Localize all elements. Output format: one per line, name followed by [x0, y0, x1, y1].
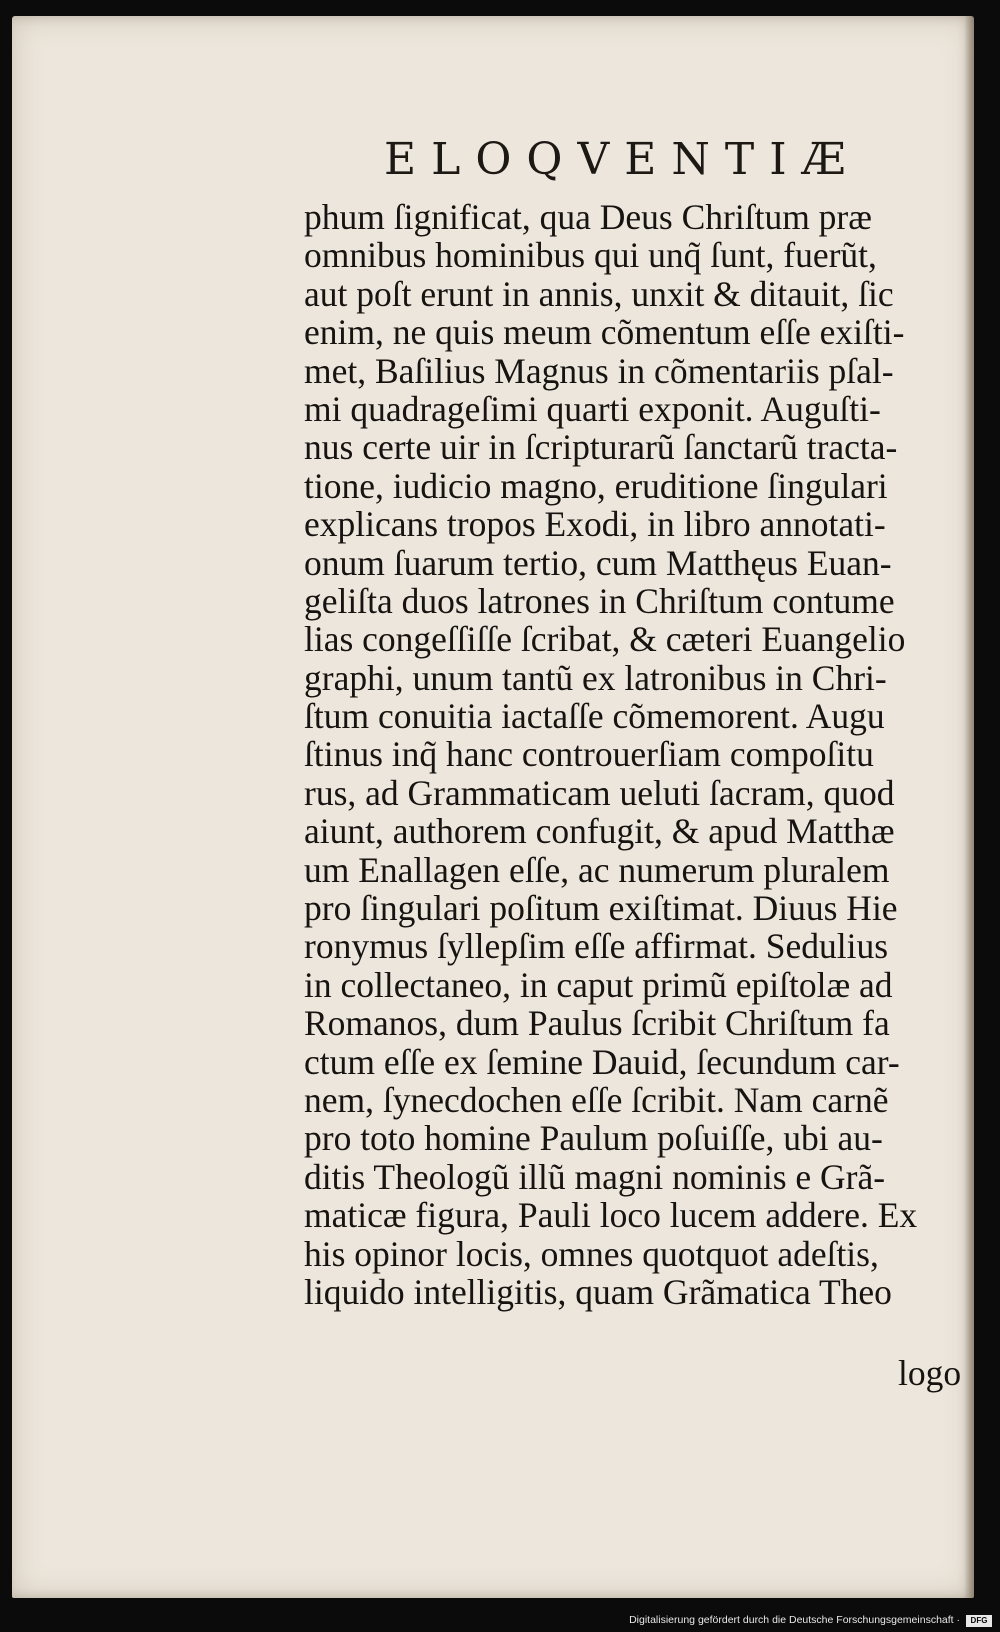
text-line: ronymus ſyllepſim eſſe affirmat. Sedulius	[304, 926, 889, 967]
text-line: ctum eſſe ex ſemine Dauid, ſecundum car-	[304, 1041, 900, 1082]
text-line: explicans tropos Exodi, in libro annotati-	[304, 504, 886, 545]
text-line: pro toto homine Paulum poſuiſſe, ubi au-	[304, 1118, 883, 1159]
running-header: ELOQVENTIÆ	[384, 134, 861, 185]
text-line: lias congeſſiſſe ſcribat, & cæteri Euangelio	[304, 619, 906, 660]
text-line: aiunt, authorem confugit, & apud Matthæ	[304, 811, 895, 852]
text-line: nem, ſynecdochen eſſe ſcribit. Nam carnẽ	[304, 1079, 889, 1120]
text-line: his opinor locis, omnes quotquot adeſtis,	[304, 1233, 879, 1274]
text-line: graphi, unum tantũ ex latronibus in Chri-	[304, 657, 887, 698]
text-line: liquido intelligitis, quam Grãmatica Theo	[304, 1271, 892, 1312]
text-line: omnibus hominibus qui unq̃ ſunt, fuerũt,	[304, 235, 877, 276]
text-line: aut poſt erunt in annis, unxit & ditauit, ſic	[304, 273, 894, 314]
text-line: ditis Theologũ illũ magni nominis e Grã-	[304, 1156, 886, 1197]
text-line: nus certe uir in ſcripturarũ ſanctarũ tracta-	[304, 427, 898, 468]
dfg-logo-icon: DFG	[966, 1615, 992, 1627]
book-page	[12, 16, 974, 1598]
text-line: mi quadrageſimi quarti exponit. Auguſti-	[304, 388, 881, 429]
text-line: um Enallagen eſſe, ac numerum pluralem	[304, 849, 890, 890]
text-line: maticæ figura, Pauli loco lucem addere. Ex	[304, 1195, 918, 1236]
digitization-footer	[0, 1612, 1000, 1632]
text-line: in collectaneo, in caput primũ epiſtolæ ad	[304, 964, 893, 1005]
text-line: enim, ne quis meum cõmentum eſſe exiſti-	[304, 312, 905, 353]
catchword: logo	[898, 1353, 962, 1393]
funding-credit: Digitalisierung gefördert durch die Deutsche Forschungsgemeinschaft ·	[629, 1614, 960, 1626]
text-line: onum ſuarum tertio, cum Matthęus Euan-	[304, 542, 892, 583]
text-line: met, Baſilius Magnus in cõmentariis pſal-	[304, 350, 894, 391]
text-line: tione, iudicio magno, eruditione ſingulari	[304, 465, 888, 506]
text-line: geliſta duos latrones in Chriſtum contume	[304, 580, 895, 621]
text-line: phum ſignificat, qua Deus Chriſtum præ	[304, 197, 872, 237]
text-line: Romanos, dum Paulus ſcribit Chriſtum fa	[304, 1003, 890, 1044]
body-text	[304, 198, 984, 1311]
text-line: ſtinus inq̃ hanc controuerſiam compoſitu	[304, 734, 874, 775]
text-line: pro ſingulari poſitum exiſtimat. Diuus Hie	[304, 888, 898, 929]
text-line: ſtum conuitia iactaſſe cõmemorent. Augu	[304, 696, 885, 737]
text-line: rus, ad Grammaticam ueluti ſacram, quod	[304, 772, 895, 813]
